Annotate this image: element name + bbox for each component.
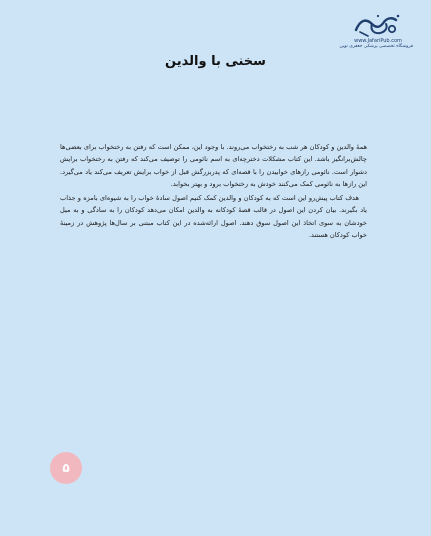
- page-title: سخنی با والدین: [165, 54, 266, 69]
- page-number-badge: ۵: [50, 452, 82, 484]
- paragraph-1: همهٔ والدین و کودکان هر شب به رختخواب می‌روند. با وجود این، ممکن است که رفتن به رختخواب برای بعضی‌ها چالش‌برانگیز باشد. این کتاب مشکلات دخترچه‌ای به اسم نائومی را توصیف می‌کند که رفتن به رختخواب برایش دشوار است. نائومی رازهای خوابیدن را با قصه‌ای که پدربزرگش قبل از خواب برایش تعریف می‌کند یاد می‌گیرد. این رازها به نائومی کمک می‌کنند خودش به رختخواب برود و بهتر بخوابد.: [60, 143, 367, 188]
- publisher-logo[interactable]: [339, 12, 413, 58]
- publisher-tagline: فروشگاه تخصصی پزشکی جعفری نوین: [339, 44, 413, 49]
- paragraph-2: هدف کتاب پیش‌رو این است که به کودکان و والدین کمک کنیم اصول سادهٔ خواب را به شیوه‌ای بامزه و جذاب یاد بگیرند. بیان کردن این اصول در قالب قصهٔ کودکانه به والدین امکان می‌دهد کودکان را به سادگی و به میل خودشان به سوی اتخاذ این اصول سوق دهند. اصول ارائه‌شده در این کتاب مبتنی بر سال‌ها پژوهش در زمینهٔ خواب کودکان هستند.: [60, 194, 367, 240]
- publisher-url[interactable]: www.JafariPub.com: [354, 38, 402, 44]
- publisher-logo-icon: [352, 12, 404, 38]
- body-text: [60, 141, 367, 243]
